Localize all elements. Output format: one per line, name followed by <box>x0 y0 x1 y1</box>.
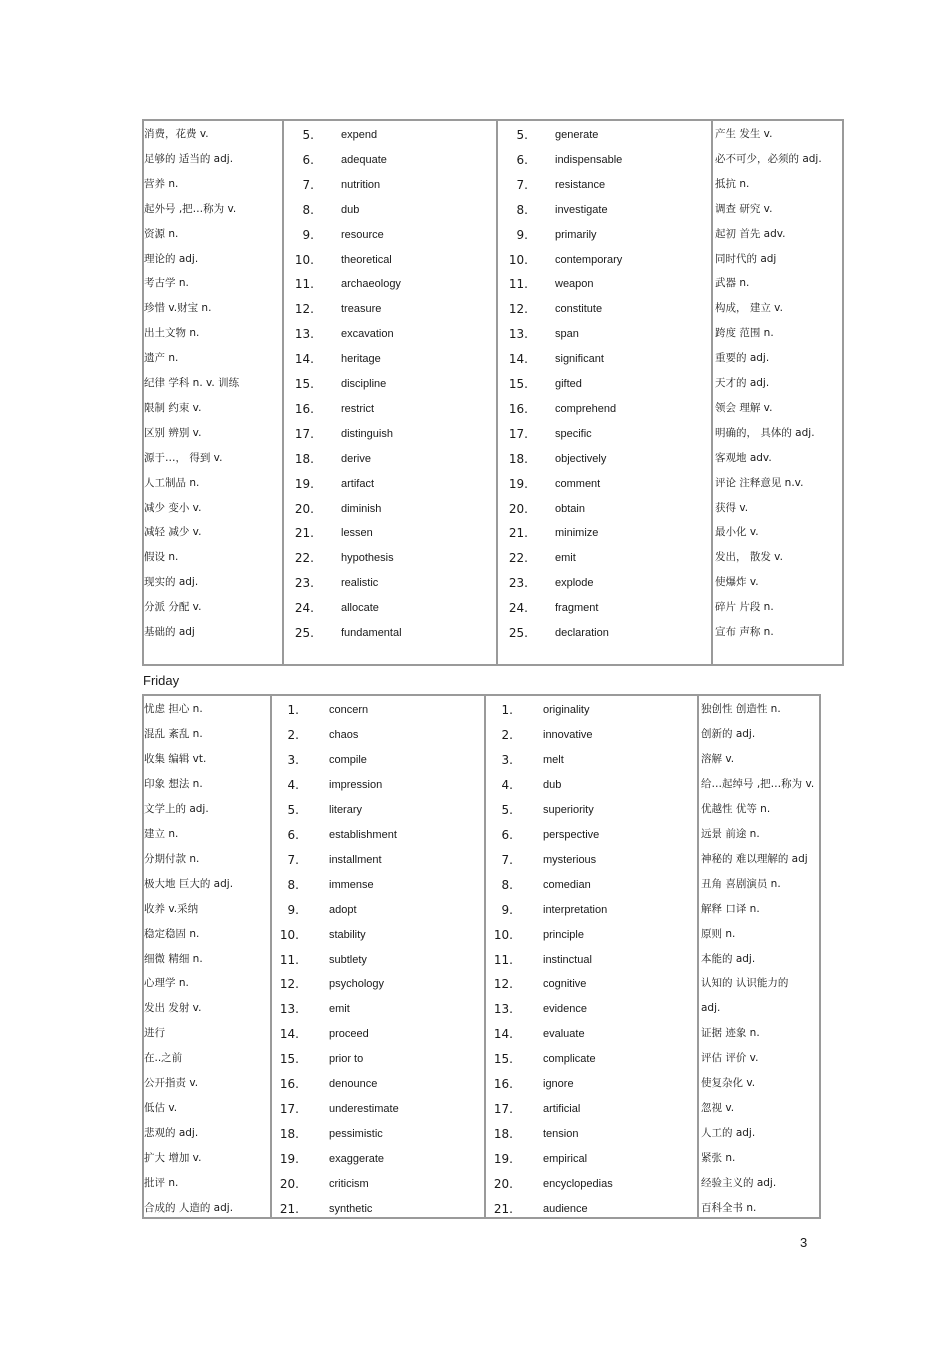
entry-number: 21. <box>279 1202 299 1216</box>
entry-number: 19. <box>279 1152 299 1167</box>
entry-number: 19. <box>294 476 314 491</box>
chinese-meaning-right: 优越性 优等 n. <box>701 802 771 815</box>
chinese-meaning-left: 印象 想法 n. <box>144 777 203 790</box>
entry-number: 10. <box>294 252 314 267</box>
chinese-meaning-column-left <box>144 121 282 664</box>
chinese-meaning-left: 消费，花费 v. <box>144 128 209 140</box>
entry-number: 18. <box>493 1127 513 1142</box>
english-word: adequate <box>341 153 387 166</box>
english-word: discipline <box>341 378 387 390</box>
chinese-meaning-right: 忽视 v. <box>701 1102 735 1115</box>
chinese-meaning-left: 极大地 巨大的 adj. <box>144 877 234 890</box>
chinese-meaning-right: 必不可少，必须的 adj. <box>715 152 822 165</box>
entry-number: 20. <box>294 501 314 516</box>
english-word: diminish <box>341 502 382 515</box>
english-word: adopt <box>329 903 357 916</box>
entry-number: 14. <box>294 352 314 367</box>
entry-number: 23. <box>508 576 528 591</box>
english-word: criticism <box>329 1178 369 1191</box>
chinese-meaning-left: 批评 n. <box>144 1177 179 1190</box>
entry-number: 16. <box>294 401 314 416</box>
english-word: dub <box>341 203 360 216</box>
chinese-meaning-left: 合成的 人造的 adj. <box>144 1202 234 1214</box>
english-word: principle <box>543 928 584 941</box>
entry-number: 22. <box>508 551 528 566</box>
entry-number: 15. <box>279 1052 299 1067</box>
entry-number: 5. <box>501 802 513 817</box>
chinese-meaning-right: 远景 前途 n. <box>701 827 760 840</box>
chinese-meaning-right: 武器 n. <box>715 277 750 290</box>
chinese-meaning-right: 碎片 片段 n. <box>715 601 774 614</box>
chinese-meaning-left: 珍惜 v.财宝 n. <box>144 302 212 315</box>
chinese-meaning-right: 独创性 创造性 n. <box>701 703 781 715</box>
entry-number: 7. <box>516 177 528 192</box>
chinese-meaning-left: 收集 编辑 vt. <box>144 752 207 765</box>
english-word: hypothesis <box>341 552 394 565</box>
entry-number: 12. <box>279 977 299 992</box>
english-word: proceed <box>329 1028 369 1041</box>
english-word: instinctual <box>543 953 592 966</box>
chinese-meaning-right: 宣布 声称 n. <box>715 626 774 638</box>
entry-number: 21. <box>294 526 314 541</box>
entry-number: 15. <box>508 377 528 391</box>
english-word: significant <box>555 353 604 366</box>
chinese-meaning-right: 原则 n. <box>701 927 736 940</box>
entry-number: 24. <box>508 601 528 616</box>
english-word: lessen <box>341 527 373 540</box>
entry-number: 11. <box>508 277 528 292</box>
english-word: distinguish <box>341 427 393 440</box>
chinese-meaning-left: 分期付款 n. <box>144 852 200 865</box>
english-word-column-right <box>484 696 697 1217</box>
english-word: investigate <box>555 203 608 216</box>
english-word: objectively <box>555 452 607 465</box>
entry-number: 5. <box>287 802 299 817</box>
entry-number: 15. <box>493 1052 513 1067</box>
chinese-meaning-right: 客观地 adv. <box>715 451 772 464</box>
entry-number: 5. <box>516 128 528 142</box>
chinese-meaning-left: 悲观的 adj. <box>144 1127 199 1140</box>
english-word: artificial <box>543 1103 581 1116</box>
english-word: concern <box>329 704 369 716</box>
chinese-meaning-right: 抵抗 n. <box>715 177 750 190</box>
english-word: synthetic <box>329 1203 373 1215</box>
chinese-meaning-column-right <box>697 696 819 1217</box>
entry-number: 8. <box>302 202 314 217</box>
entry-number: 4. <box>501 777 513 792</box>
entry-number: 13. <box>493 1002 513 1017</box>
section-heading: Friday <box>143 673 180 688</box>
entry-number: 7. <box>501 852 513 867</box>
english-word: stability <box>329 928 366 941</box>
chinese-meaning-right: 发出， 散发 v. <box>715 551 783 564</box>
entry-number: 14. <box>493 1027 513 1042</box>
chinese-meaning-right: 最小化 v. <box>715 526 759 539</box>
english-word: underestimate <box>329 1103 399 1116</box>
entry-number: 3. <box>501 752 513 767</box>
chinese-meaning-right: 使复杂化 v. <box>701 1077 756 1090</box>
chinese-meaning-right: 百科全书 n. <box>701 1202 757 1214</box>
english-word: denounce <box>329 1078 378 1091</box>
chinese-meaning-left: 发出 发射 v. <box>144 1002 202 1015</box>
chinese-meaning-left: 扩大 增加 v. <box>144 1152 202 1165</box>
english-word: generate <box>555 129 599 141</box>
chinese-meaning-left: 人工制品 n. <box>144 476 200 489</box>
english-word: tension <box>543 1128 579 1141</box>
english-word: obtain <box>555 502 585 515</box>
chinese-meaning-right: 评估 评价 v. <box>701 1052 759 1065</box>
entry-number: 17. <box>279 1102 299 1117</box>
english-word: specific <box>555 427 592 440</box>
english-word: superiority <box>543 803 594 816</box>
chinese-meaning-left: 足够的 适当的 adj. <box>144 152 234 165</box>
entry-number: 20. <box>279 1177 299 1192</box>
english-word: audience <box>543 1203 588 1215</box>
entry-number: 4. <box>287 777 299 792</box>
chinese-meaning-right: 同时代的 adj <box>715 252 777 265</box>
chinese-meaning-left: 减轻 减少 v. <box>144 526 202 539</box>
entry-number: 8. <box>287 877 299 892</box>
english-word: compile <box>329 753 367 766</box>
english-word: derive <box>341 452 371 465</box>
chinese-meaning-left: 稳定稳固 n. <box>144 927 200 940</box>
chinese-meaning-left: 分派 分配 v. <box>144 601 202 614</box>
chinese-meaning-right: 跨度 范围 n. <box>715 327 774 340</box>
entry-number: 16. <box>493 1077 513 1092</box>
entry-number: 10. <box>279 927 299 942</box>
chinese-meaning-left: 收养 v.采纳 <box>144 902 199 915</box>
entry-number: 13. <box>279 1002 299 1017</box>
chinese-meaning-right: 明确的， 具体的 adj. <box>715 426 815 439</box>
chinese-meaning-right: 本能的 adj. <box>701 952 756 965</box>
chinese-meaning-right: 人工的 adj. <box>701 1127 756 1140</box>
english-word-column-left <box>282 121 496 664</box>
chinese-meaning-right: 丑角 喜剧演员 n. <box>701 877 781 890</box>
entry-number: 18. <box>279 1127 299 1142</box>
entry-number: 3. <box>287 752 299 767</box>
entry-number: 16. <box>279 1077 299 1092</box>
chinese-meaning-left: 出土文物 n. <box>144 327 200 340</box>
english-word: melt <box>543 753 564 766</box>
english-word: literary <box>329 803 363 816</box>
entry-number: 8. <box>516 202 528 217</box>
chinese-meaning-right: 获得 v. <box>715 501 749 514</box>
english-word: gifted <box>555 378 582 390</box>
chinese-meaning-right: 溶解 v. <box>701 752 735 765</box>
chinese-meaning-right: 给…起绰号 ,把…称为 v. <box>701 777 815 790</box>
chinese-meaning-right: 经验主义的 adj. <box>701 1177 777 1190</box>
entry-number: 6. <box>516 152 528 167</box>
english-word: emit <box>555 552 576 565</box>
entry-number: 20. <box>493 1177 513 1192</box>
chinese-meaning-right: 重要的 adj. <box>715 352 770 365</box>
english-word: comment <box>555 477 601 490</box>
english-word: excavation <box>341 328 394 341</box>
entry-number: 6. <box>501 827 513 842</box>
entry-number: 20. <box>508 501 528 516</box>
entry-number: 17. <box>493 1102 513 1117</box>
english-word: resource <box>341 228 384 241</box>
vocabulary-table-1 <box>142 119 844 666</box>
chinese-meaning-left: 基础的 adj <box>144 626 195 638</box>
entry-number: 17. <box>294 426 314 441</box>
english-word: comedian <box>543 878 591 891</box>
chinese-meaning-left: 遗产 n. <box>144 352 179 365</box>
chinese-meaning-left: 减少 变小 v. <box>144 501 202 514</box>
english-word: weapon <box>555 278 594 291</box>
english-word: chaos <box>329 728 359 741</box>
english-word: realistic <box>341 577 379 590</box>
english-word: artifact <box>341 477 375 490</box>
entry-number: 25. <box>294 626 314 640</box>
vocabulary-table-2 <box>142 694 821 1219</box>
english-word: expend <box>341 129 378 141</box>
english-word: interpretation <box>543 903 608 916</box>
chinese-meaning-left: 在..之前 <box>144 1052 183 1065</box>
chinese-meaning-left: 进行 <box>144 1027 165 1040</box>
entry-number: 19. <box>493 1152 513 1167</box>
chinese-meaning-right: 神秘的 难以理解的 adj <box>701 852 808 865</box>
chinese-meaning-left: 低估 v. <box>144 1102 178 1115</box>
english-word: emit <box>329 1003 350 1016</box>
chinese-meaning-left: 现实的 adj. <box>144 576 199 589</box>
entry-number: 22. <box>294 551 314 566</box>
english-word: innovative <box>543 728 593 741</box>
english-word: ignore <box>543 1078 574 1091</box>
english-word: evidence <box>543 1003 588 1016</box>
english-word: psychology <box>329 978 385 991</box>
chinese-meaning-right: 证据 迹象 n. <box>701 1027 760 1040</box>
chinese-meaning-column-right <box>711 121 842 664</box>
entry-number: 1. <box>287 703 299 717</box>
english-word: exaggerate <box>329 1153 385 1166</box>
entry-number: 9. <box>302 227 314 242</box>
entry-number: 14. <box>279 1027 299 1042</box>
entry-number: 21. <box>493 1202 513 1216</box>
english-word: theoretical <box>341 253 392 266</box>
english-word: empirical <box>543 1153 588 1166</box>
chinese-meaning-right: adj. <box>701 1002 721 1015</box>
chinese-meaning-right: 构成， 建立 v. <box>715 302 783 315</box>
chinese-meaning-left: 源于…， 得到 v. <box>144 451 223 464</box>
english-word: archaeology <box>341 278 401 291</box>
entry-number: 25. <box>508 626 528 640</box>
english-word: subtlety <box>329 953 367 966</box>
english-word: prior to <box>329 1053 364 1066</box>
chinese-meaning-left: 限制 约束 v. <box>144 401 202 414</box>
entry-number: 13. <box>508 327 528 342</box>
chinese-meaning-left: 考古学 n. <box>144 277 189 290</box>
english-word: complicate <box>543 1053 596 1066</box>
english-word: primarily <box>555 228 597 241</box>
chinese-meaning-right: 解释 口译 n. <box>701 902 760 915</box>
english-word: contemporary <box>555 253 623 266</box>
entry-number: 12. <box>508 302 528 317</box>
entry-number: 13. <box>294 327 314 342</box>
english-word: fundamental <box>341 627 402 639</box>
english-word: originality <box>543 704 590 716</box>
entry-number: 15. <box>294 377 314 391</box>
english-word: pessimistic <box>329 1128 383 1141</box>
entry-number: 10. <box>508 252 528 267</box>
entry-number: 11. <box>279 952 299 967</box>
chinese-meaning-left: 文学上的 adj. <box>144 802 209 815</box>
chinese-meaning-left: 混乱 紊乱 n. <box>144 727 203 740</box>
english-word: constitute <box>555 303 603 316</box>
english-word: immense <box>329 878 374 891</box>
chinese-meaning-left: 心理学 n. <box>144 977 189 990</box>
chinese-meaning-left: 理论的 adj. <box>144 252 199 265</box>
entry-number: 16. <box>508 401 528 416</box>
entry-number: 9. <box>287 902 299 917</box>
entry-number: 11. <box>294 277 314 292</box>
english-word: fragment <box>555 602 599 615</box>
english-word: perspective <box>543 828 600 841</box>
english-word: resistance <box>555 178 606 191</box>
chinese-meaning-left: 区别 辨别 v. <box>144 426 202 439</box>
english-word: allocate <box>341 602 379 615</box>
english-word: treasure <box>341 303 382 316</box>
entry-number: 24. <box>294 601 314 616</box>
chinese-meaning-left: 公开指责 v. <box>144 1077 199 1090</box>
english-word: declaration <box>555 627 609 639</box>
english-word: explode <box>555 577 594 590</box>
english-word-column-right <box>496 121 711 664</box>
entry-number: 14. <box>508 352 528 367</box>
entry-number: 6. <box>287 827 299 842</box>
chinese-meaning-right: 使爆炸 v. <box>715 576 759 589</box>
entry-number: 18. <box>294 451 314 466</box>
entry-number: 9. <box>516 227 528 242</box>
english-word: span <box>555 328 579 341</box>
chinese-meaning-right: 紧张 n. <box>701 1152 736 1165</box>
entry-number: 1. <box>501 703 513 717</box>
chinese-meaning-right: 创新的 adj. <box>701 727 756 740</box>
entry-number: 11. <box>493 952 513 967</box>
chinese-meaning-right: 认知的 认识能力的 <box>701 977 789 990</box>
english-word: establishment <box>329 828 397 841</box>
english-word: indispensable <box>555 153 623 166</box>
english-word: comprehend <box>555 402 617 415</box>
english-word: encyclopedias <box>543 1178 613 1191</box>
chinese-meaning-right: 天才的 adj. <box>715 377 770 389</box>
english-word: evaluate <box>543 1028 585 1041</box>
chinese-meaning-right: 领会 理解 v. <box>715 401 773 414</box>
entry-number: 7. <box>287 852 299 867</box>
entry-number: 19. <box>508 476 528 491</box>
chinese-meaning-right: 调查 研究 v. <box>715 202 773 215</box>
entry-number: 5. <box>302 128 314 142</box>
chinese-meaning-left: 营养 n. <box>144 177 179 190</box>
entry-number: 12. <box>493 977 513 992</box>
english-word: cognitive <box>543 978 587 991</box>
chinese-meaning-left: 纪律 学科 n. v. 训练 <box>144 377 240 389</box>
entry-number: 2. <box>501 727 513 742</box>
entry-number: 7. <box>302 177 314 192</box>
entry-number: 2. <box>287 727 299 742</box>
chinese-meaning-left: 细微 精细 n. <box>144 952 203 965</box>
entry-number: 21. <box>508 526 528 541</box>
english-word-column-left <box>270 696 484 1217</box>
chinese-meaning-column-left <box>144 696 270 1217</box>
chinese-meaning-left: 忧虑 担心 n. <box>144 703 203 715</box>
english-word: minimize <box>555 527 599 540</box>
english-word: dub <box>543 778 562 791</box>
english-word: nutrition <box>341 178 381 191</box>
entry-number: 17. <box>508 426 528 441</box>
page-number: 3 <box>800 1235 808 1250</box>
english-word: heritage <box>341 353 381 366</box>
english-word: restrict <box>341 402 374 415</box>
entry-number: 9. <box>501 902 513 917</box>
english-word: installment <box>329 853 382 866</box>
entry-number: 12. <box>294 302 314 317</box>
entry-number: 18. <box>508 451 528 466</box>
chinese-meaning-left: 起外号 ,把…称为 v. <box>144 202 237 215</box>
chinese-meaning-right: 产生 发生 v. <box>715 128 773 140</box>
english-word: impression <box>329 778 383 791</box>
chinese-meaning-right: 评论 注释意见 n.v. <box>715 476 804 489</box>
chinese-meaning-left: 资源 n. <box>144 227 179 240</box>
entry-number: 8. <box>501 877 513 892</box>
english-word: mysterious <box>543 853 597 866</box>
chinese-meaning-left: 假设 n. <box>144 551 179 564</box>
entry-number: 23. <box>294 576 314 591</box>
chinese-meaning-right: 起初 首先 adv. <box>715 227 786 240</box>
entry-number: 10. <box>493 927 513 942</box>
chinese-meaning-left: 建立 n. <box>144 827 179 840</box>
entry-number: 6. <box>302 152 314 167</box>
